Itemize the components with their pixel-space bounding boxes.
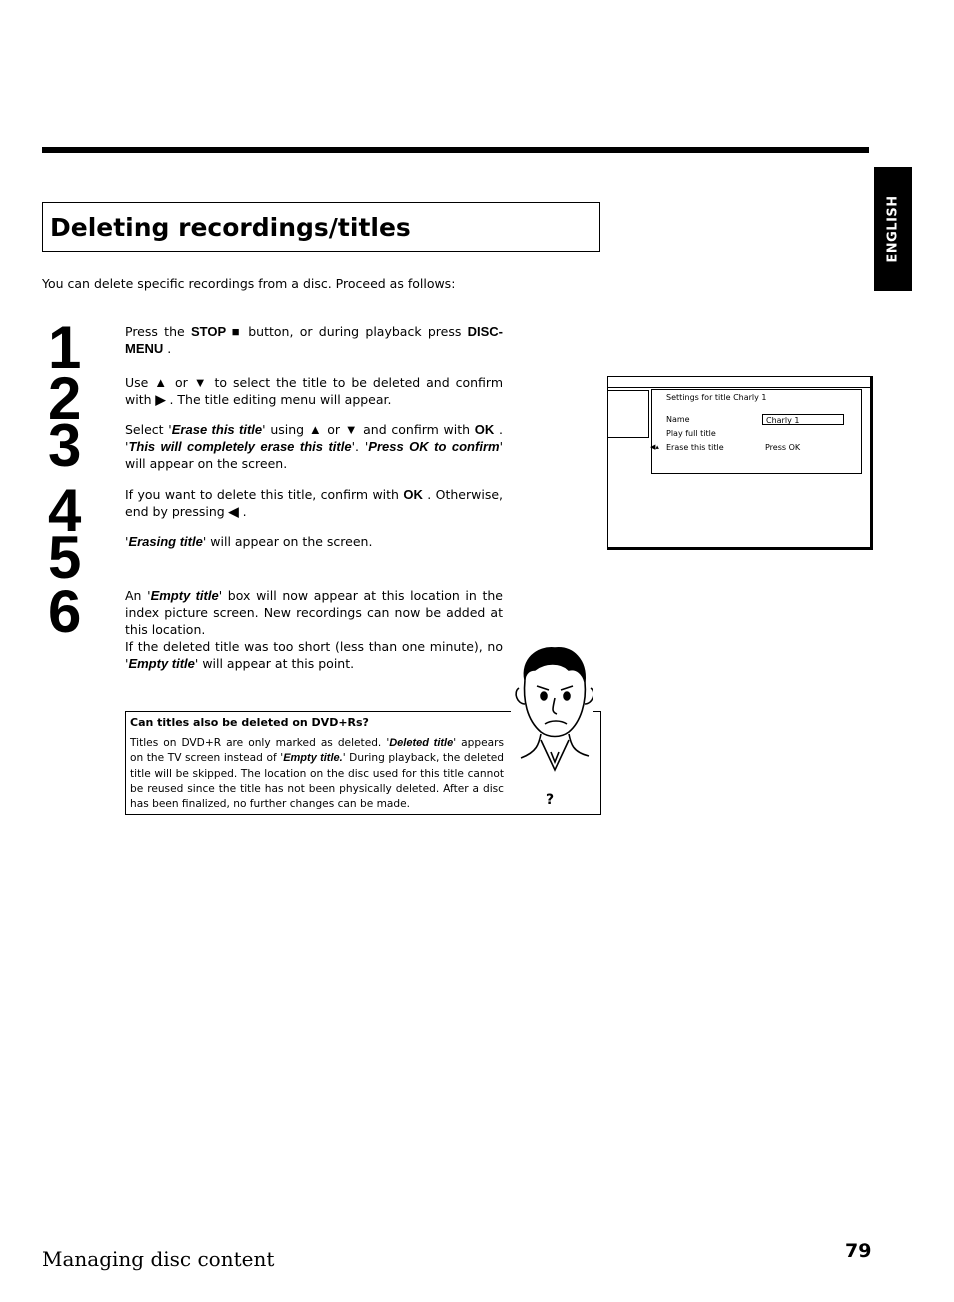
cartoon-face-illustration [511,640,593,790]
down-arrow-icon: ▼ [193,375,209,390]
tv-screen-preview [607,376,873,550]
page-number: 79 [845,1240,872,1262]
step-number-6: 6 [48,578,82,645]
screen-divider [608,387,870,388]
section-title: Deleting recordings/titles [50,213,411,242]
intro-text: You can delete specific recordings from a disc. Proceed as follows: [42,276,456,291]
top-rule [42,147,869,153]
question-mark: ? [546,792,555,808]
footer-section-name: Managing disc content [42,1247,275,1271]
down-arrow-icon: ▼ [344,422,359,437]
step-2-text: Use ▲ or ▼ to select the title to be deleted and confirm with ▶ . The title editing menu will appear. [125,375,504,407]
ok-key: OK [403,487,423,502]
step-1-text: Press the STOP ■ button, or during playback press DISC-MENU . [125,324,504,356]
screen-thumbnail-box [608,390,649,438]
step-5-text: 'Erasing title' will appear on the screen. [125,534,373,549]
menu-header: Settings for title Charly 1 [666,393,767,402]
menu-item-erase-this-title: Erase this title [666,443,724,452]
menu-item-play-full-title: Play full title [666,429,716,438]
step-number-2: 2 [48,365,82,432]
tip-body: Titles on DVD+R are only marked as deleted. 'Deleted title' appears on the TV screen instead of 'Empty title.' During playback, the deleted title will be skipped. The location on the disc used for this title cannot be reused since the title has not been physically deleted. After a disc has been finalized, no further changes can be made. [130,737,504,811]
step-3-text: Select 'Erase this title' using ▲ or ▼ and confirm with OK . 'This will completely erase this title'. 'Press OK to confirm' will appear on the screen. [125,422,504,471]
up-arrow-icon: ▲ [154,375,170,390]
up-arrow-icon: ▲ [308,422,323,437]
right-arrow-icon: ▶ [155,392,166,407]
title-settings-menu [651,389,862,474]
step-6-text: An 'Empty title' box will now appear at this location in the index picture screen. New recordings can now be added at this location. If the deleted title was too short (less than one minute), no 'Empty title' will appear at this point. [125,588,503,671]
disc-menu-key: DISC-MENU [125,324,504,356]
tip-title: Can titles also be deleted on DVD+Rs? [130,716,369,729]
step-number-5: 5 [48,524,82,591]
language-label: ENGLISH [885,195,901,263]
ok-key: OK [474,422,495,437]
name-field: Charly 1 [762,414,844,425]
section-title-box [42,202,600,252]
step-number-4: 4 [48,477,82,544]
language-tab [874,167,912,291]
menu-item-erase-value: Press OK [765,443,801,452]
left-arrow-icon: ◀ [228,504,239,519]
menu-item-name: Name [666,415,690,424]
step-number-3: 3 [48,412,82,479]
step-4-text: If you want to delete this title, confirm with OK . Otherwise, end by pressing ◀ . [125,487,503,519]
step-number-1: 1 [48,314,82,381]
stop-key: STOP ■ [190,324,242,339]
cursor-arrow-icon: ◀▴ [650,443,659,451]
